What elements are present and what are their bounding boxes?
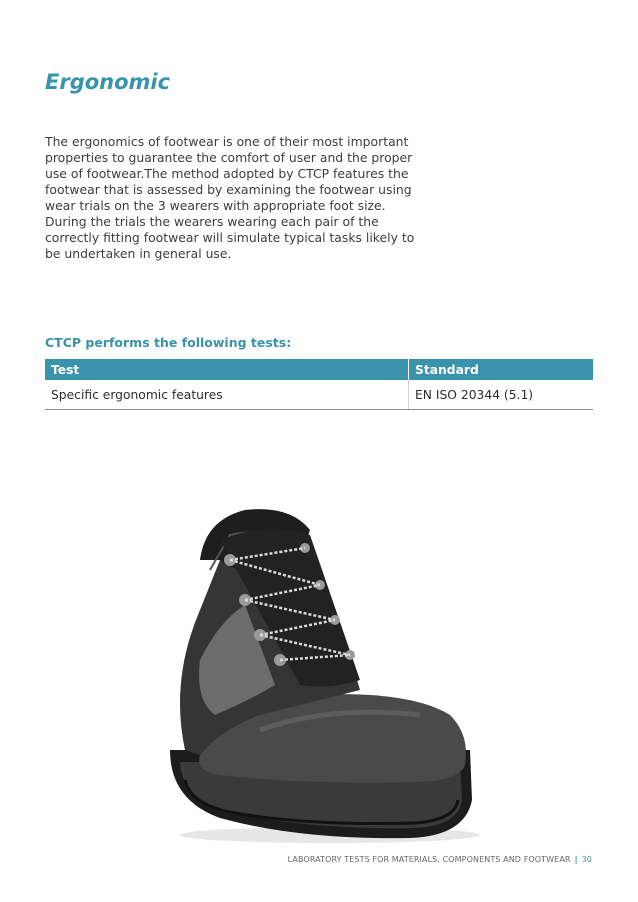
page-footer xyxy=(288,855,592,864)
column-header-test: Test xyxy=(45,359,409,380)
tests-heading: CTCP performs the following tests: xyxy=(45,335,292,350)
column-header-standard: Standard xyxy=(409,359,594,380)
table-row xyxy=(45,380,593,410)
tests-table xyxy=(45,359,593,410)
intro-paragraph: The ergonomics of footwear is one of their most important properties to guarantee the comfort of user and the proper use of footwear.The method adopted by CTCP features the footwear that is assessed by examining the footwear using wear trials on the 3 wearers with appropriate foot size. During the trials the wearers wearing each pair of the correctly fitting footwear will simulate typical tasks likely to be undertaken in general use. xyxy=(45,134,415,261)
footer-separator: | xyxy=(574,855,578,864)
section-title: Ergonomic xyxy=(45,70,171,94)
safety-boot-image xyxy=(160,500,500,845)
standard-cell: EN ISO 20344 (5.1) xyxy=(409,380,594,410)
test-cell: Specific ergonomic features xyxy=(45,380,409,410)
footer-label: LABORATORY TESTS FOR MATERIALS, COMPONENTS AND FOOTWEAR xyxy=(287,855,571,864)
tests-table-header xyxy=(45,359,593,380)
page-number: 30 xyxy=(581,855,592,864)
